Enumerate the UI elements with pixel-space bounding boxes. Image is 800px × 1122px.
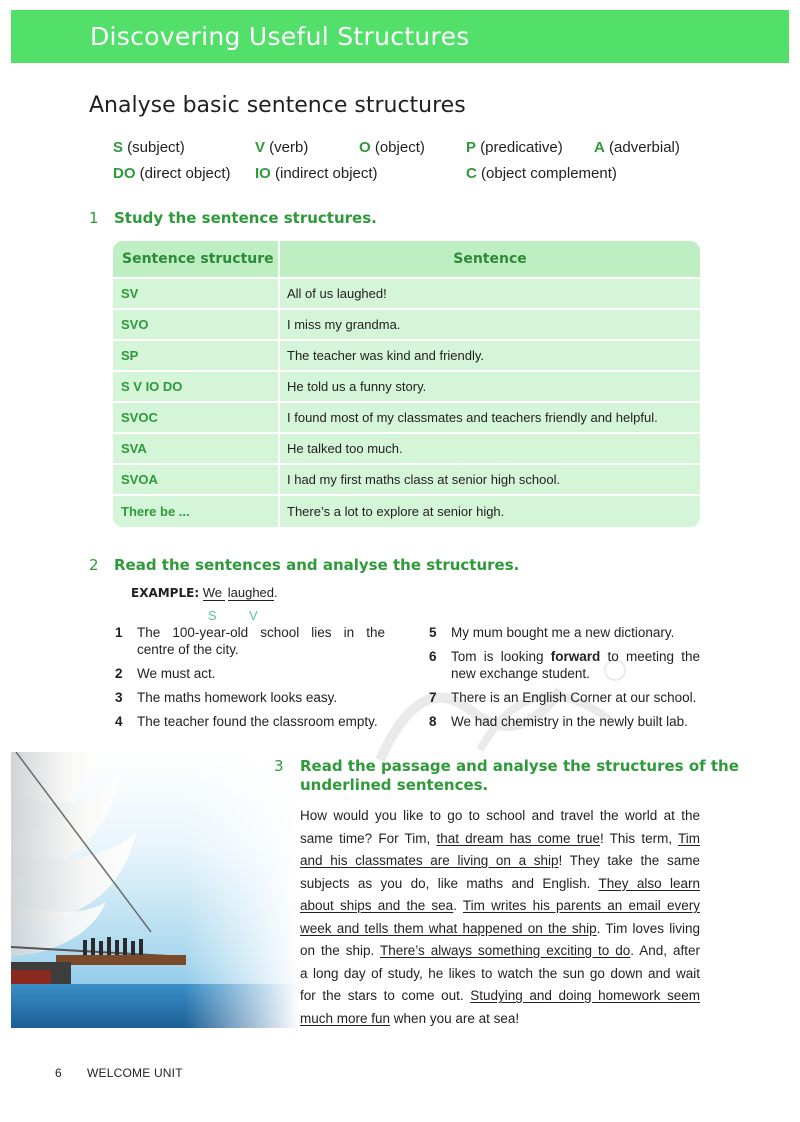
structure-cell: SVO xyxy=(113,310,280,339)
legend-verb: V (verb) xyxy=(255,139,309,156)
underlined-sentence: about ships and the sea xyxy=(300,898,454,913)
sentence-cell: He talked too much. xyxy=(287,441,403,456)
example-word-verb: laughed xyxy=(227,585,275,600)
page-number: 6 xyxy=(55,1066,62,1080)
passage-line: How would you like to go to school and travel the world at the xyxy=(300,808,700,823)
unit-label: WELCOME UNIT xyxy=(87,1066,183,1080)
structure-cell: There be ... xyxy=(113,496,280,527)
passage-line: on the ship. There’s always something exciting to do. And, after xyxy=(300,943,701,958)
table-row xyxy=(113,341,700,372)
table-row xyxy=(113,310,700,341)
sentence-cell: I had my first maths class at senior high school. xyxy=(287,472,561,487)
underlined-sentence: Studying and doing homework seem xyxy=(470,988,700,1003)
item-8-text: We had chemistry in the newly built lab. xyxy=(451,714,688,729)
exercise-item-1: 1 The 100-year-old school lies in the centre of the city. xyxy=(115,625,385,657)
sentence-cell: All of us laughed! xyxy=(287,286,387,301)
legend-subject: S (subject) xyxy=(113,139,185,156)
passage-line: for the stars to come out. Studying and doing homework seem xyxy=(300,988,700,1003)
sentence-structure-table xyxy=(113,241,700,527)
legend-direct-object: DO (direct object) xyxy=(113,165,231,182)
sentence-cell: I found most of my classmates and teachers friendly and helpful. xyxy=(287,410,658,425)
item-3-text: The maths homework looks easy. xyxy=(137,690,338,705)
item-6-line2: new exchange student. xyxy=(451,666,590,681)
item-1-line2: centre of the city. xyxy=(137,642,239,657)
underlined-sentence: much more fun xyxy=(300,1010,391,1026)
structure-cell: SVA xyxy=(113,434,280,463)
legend-object: O (object) xyxy=(359,139,425,156)
task3-number: 3 xyxy=(274,757,284,775)
exercise-item-3: 3 The maths homework looks easy. xyxy=(115,690,338,705)
item-2-text: We must act. xyxy=(137,666,216,681)
structure-cell: SVOC xyxy=(113,403,280,432)
example-period: . xyxy=(274,585,278,600)
underlined-sentence: that dream has come true xyxy=(436,830,600,846)
underlined-sentence: and his classmates are living on a ship xyxy=(300,853,559,868)
table-row xyxy=(113,434,700,465)
exercise-item-5: 5 My mum bought me a new dictionary. xyxy=(429,625,675,640)
structure-cell: SP xyxy=(113,341,280,370)
sentence-cell: He told us a funny story. xyxy=(287,379,427,394)
underlined-sentence: Tim writes his parents an email every xyxy=(462,898,700,913)
structure-cell: SV xyxy=(113,279,280,308)
passage-line: and his classmates are living on a ship! They take the same xyxy=(300,853,700,868)
item-1-line1: The 100-year-old school lies in the xyxy=(137,625,385,640)
exercise-item-8: 8 We had chemistry in the newly built lab. xyxy=(429,714,688,729)
section-title: Analyse basic sentence structures xyxy=(89,93,466,118)
example-tag-s: S xyxy=(208,608,217,623)
passage-line: same time? For Tim, that dream has come true! This term, Tim xyxy=(300,830,700,846)
legend-indirect-object: IO (indirect object) xyxy=(255,165,378,182)
legend-predicative: P (predicative) xyxy=(466,139,563,156)
passage-line: much more fun when you are at sea! xyxy=(300,1010,520,1026)
task2-number: 2 xyxy=(89,556,99,574)
sentence-cell: I miss my grandma. xyxy=(287,317,401,332)
table-row xyxy=(113,496,700,527)
task1-title: Study the sentence structures. xyxy=(114,209,377,227)
table-row xyxy=(113,465,700,496)
exercise-item-6: 6 Tom is looking forward to meeting the new exchange student. xyxy=(429,649,700,681)
task3-title: Read the passage and analyse the structures of the underlined sentences. xyxy=(300,757,739,794)
table-header-row xyxy=(113,241,700,279)
example-label: EXAMPLE: xyxy=(131,586,200,600)
item-5-text: My mum bought me a new dictionary. xyxy=(451,625,675,640)
underlined-sentence: Tim xyxy=(678,830,700,846)
sentence-cell: There’s a lot to explore at senior high. xyxy=(287,504,505,519)
table-row xyxy=(113,279,700,310)
sailing-ship-photo xyxy=(11,752,300,1028)
exercise-item-7: 7 There is an English Corner at our school. xyxy=(429,690,697,705)
item-6-line1: Tom is looking forward to meeting the xyxy=(451,649,700,664)
page-header-bar xyxy=(11,10,789,63)
exercise-item-4: 4 The teacher found the classroom empty. xyxy=(115,714,378,729)
passage-line: subjects as you do, like maths and English. They also learn xyxy=(300,875,700,891)
passage-line: a long day of study, he likes to watch the sun go down and wait xyxy=(300,965,700,981)
table-header-structure: Sentence structure xyxy=(113,241,280,277)
legend-object-complement: C (object complement) xyxy=(466,165,617,182)
passage-line: week and tells them what happened on the ship. Tim loves living xyxy=(300,920,701,936)
table-row xyxy=(113,403,700,434)
legend-adverbial: A (adverbial) xyxy=(594,139,680,156)
example-tag-v: V xyxy=(249,608,258,623)
task1-number: 1 xyxy=(89,209,99,227)
example-sentence xyxy=(131,585,278,601)
item-7-text: There is an English Corner at our school. xyxy=(451,690,697,705)
task2-title: Read the sentences and analyse the structures. xyxy=(114,556,520,574)
item-4-text: The teacher found the classroom empty. xyxy=(137,714,378,729)
underlined-sentence: There’s always something exciting to do xyxy=(380,943,631,958)
table-header-sentence: Sentence xyxy=(453,251,527,267)
passage-line: about ships and the sea. Tim writes his parents an email every xyxy=(300,898,700,913)
structure-cell: SVOA xyxy=(113,465,280,494)
structure-cell: S V IO DO xyxy=(113,372,280,401)
page-header-title: Discovering Useful Structures xyxy=(90,22,470,51)
reading-passage xyxy=(300,805,700,1030)
example-word-subject: We xyxy=(203,585,225,601)
underlined-sentence: They also learn xyxy=(598,875,700,891)
exercise-item-2: 2 We must act. xyxy=(115,666,216,681)
table-row xyxy=(113,372,700,403)
sentence-cell: The teacher was kind and friendly. xyxy=(287,348,485,363)
underlined-sentence: week and tells them what happened on the ship xyxy=(300,920,597,936)
